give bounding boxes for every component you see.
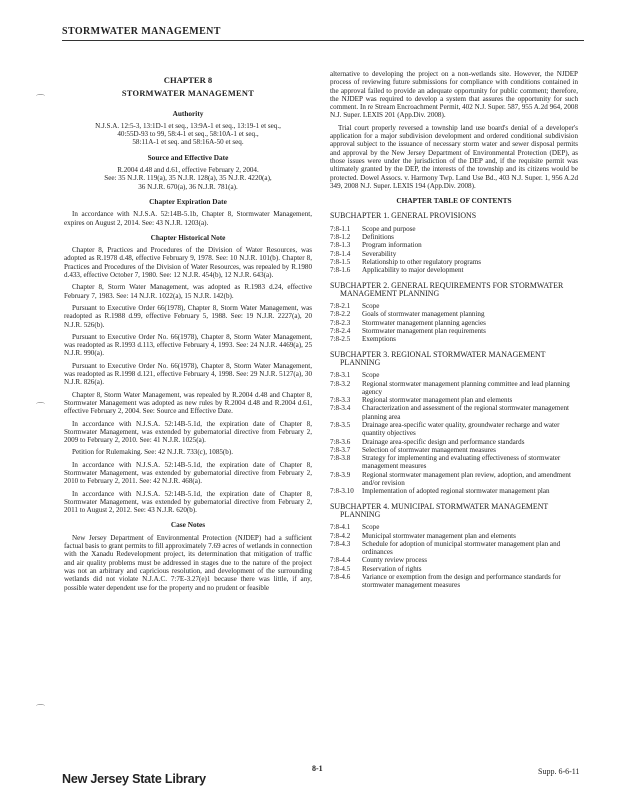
history-paragraph: Pursuant to Executive Order 66(1978), Chapter 8, Storm Water Management, was readopted as R.1988 d.99, effective February 5, 1988. See: 19 N.J.R. 2227(a), 20 N.J.R. 526(b). <box>64 303 312 329</box>
section-title: Stormwater management planning agencies <box>362 318 486 327</box>
toc-entry <box>330 225 578 233</box>
toc-entry <box>330 327 578 335</box>
section-title: Regional stormwater management planning committee and lead planning agency <box>362 379 570 396</box>
section-title: Municipal stormwater management plan and elements <box>362 531 516 540</box>
source-line: See: 35 N.J.R. 119(a), 35 N.J.R. 128(a), 35 N.J.R. 4220(a), <box>104 174 272 183</box>
history-paragraph: In accordance with N.J.S.A. 52:14B-5.1d, the expiration date of Chapter 8, Stormwater Management, was extended by gubernatorial directive from February 2, 2011 to August 2, 2012. See: 43 N.J.R. 620(b). <box>64 489 312 515</box>
toc-entry <box>330 266 578 274</box>
toc-entry <box>330 565 578 573</box>
section-number: 7:8-3.6 <box>330 437 351 446</box>
section-title: Goals of stormwater management planning <box>362 310 485 319</box>
library-watermark: New Jersey State Library <box>62 772 206 786</box>
toc-entry <box>330 258 578 266</box>
toc-entry <box>330 421 578 438</box>
section-number: 7:8-3.2 <box>330 379 351 388</box>
toc-entry <box>330 241 578 249</box>
section-title: Reservation of rights <box>362 564 422 573</box>
history-paragraph: Petition for Rulemaking. See: 42 N.J.R. 733(c), 1085(b). <box>72 448 233 457</box>
toc-entry <box>330 446 578 454</box>
section-title: Regional stormwater management plan review, adoption, and amendment and/or revision <box>362 470 571 488</box>
section-number: 7:8-3.9 <box>330 470 351 479</box>
history-paragraph: In accordance with N.J.S.A. 52:14B-5.1d, the expiration date of Chapter 8, Stormwater Management, was extended by gubernatorial directive from February 2, 2009 to February 2, 2010. See: 41 N.J.R. 1025(a). <box>64 419 312 445</box>
section-number: 7:8-4.6 <box>330 573 351 582</box>
section-title: Exemptions <box>362 335 396 344</box>
authority-line: 58:11A-1 et seq. and 58:16A-50 et seq. <box>132 138 244 147</box>
toc-entry <box>330 250 578 258</box>
history-paragraph: Chapter 8, Storm Water Management, was repealed by R.2004 d.48 and Chapter 8, Stormwater Management was adopted as new rules by R.2004 d.48 and R.2004 d.61, effective February 2, 2004. See: Source and Effective Date. <box>64 390 312 416</box>
section-title: Program information <box>362 241 422 250</box>
expiration-heading: Chapter Expiration Date <box>149 196 227 206</box>
section-number: 7:8-3.7 <box>330 445 351 454</box>
history-paragraph: Chapter 8, Practices and Procedures of the Division of Water Resources, was adopted as R.1978 d.48, effective February 9, 1978. See: 10 N.J.R. 101(b). Chapter 8, Practices and Procedures of the Division of Water Resources, was repealed by R.1980 d.433, effective October 7, 1980. See: 12 N.J.R. 454(b), 12 N.J.R. 643(a). <box>64 246 312 280</box>
section-number: 7:8-1.6 <box>330 266 351 275</box>
margin-mark: ⌒ <box>36 402 46 412</box>
expiration-text: In accordance with N.J.S.A. 52:14B-5.1b, Chapter 8, Stormwater Management, expires on August 2, 2014. See: 43 N.J.R. 1203(a). <box>64 210 312 227</box>
toc-entry <box>330 532 578 540</box>
section-title: Implementation of adopted regional stormwater management plan <box>362 487 550 496</box>
section-number: 7:8-1.2 <box>330 233 351 242</box>
case-notes-heading: Case Notes <box>170 520 206 530</box>
section-title: Scope <box>362 371 380 380</box>
section-title: County review process <box>362 556 428 565</box>
section-title: Selection of stormwater management measures <box>362 445 496 454</box>
section-number: 7:8-3.8 <box>330 454 351 463</box>
section-number: 7:8-2.1 <box>330 302 351 311</box>
section-title: Characterization and assessment of the regional stormwater management planning area <box>362 404 570 421</box>
chapter-label: CHAPTER 8 <box>163 75 213 85</box>
toc-entry <box>330 556 578 564</box>
history-paragraph: Pursuant to Executive Order No. 66(1978), Chapter 8, Storm Water Management, was readopted as R.1993 d.113, effective February 4, 1993. See: 24 N.J.R. 4469(a), 25 N.J.R. 990(a). <box>64 332 312 358</box>
toc-entry <box>330 573 578 590</box>
section-title: Scope and purpose <box>362 224 416 233</box>
section-title: Variance or exemption from the design and performance standards for stormwater management measures <box>362 573 561 590</box>
section-title: Severability <box>362 249 397 258</box>
case-note-text: Trial court properly reversed a township land use board's denial of a developer's application for a major subdivision development and ordered conditional subdivision approval subject to the issuance of necessary storm water and sewer disposal permits and approval by the New Jersey Department of Environmental Protection (DEP), as those issues were under the jurisdiction of the DEP and, if the requisite permit was ultimately granted by the DEP, the interests of the township and its citizens would be protected. Dowel Assocs. v. Harmony Twp. Land Use Bd., 403 N.J. Super. 1, 956 A.2d 349, 2008 N.J. Super. LEXIS 194 (App.Div. 2008). <box>330 123 578 190</box>
authority-line: 40:55D-93 to 99, 58:4-1 et seq., 58:10A-1 et seq., <box>117 130 259 139</box>
section-number: 7:8-4.4 <box>330 556 351 565</box>
toc-entry <box>330 396 578 404</box>
section-title: Stormwater management plan requirements <box>362 327 486 336</box>
toc-entry <box>330 302 578 310</box>
toc-entry <box>330 380 578 397</box>
toc-entry <box>330 233 578 241</box>
source-line: 36 N.J.R. 670(a), 36 N.J.R. 781(a). <box>138 182 238 191</box>
section-title: Scope <box>362 523 380 532</box>
section-number: 7:8-2.5 <box>330 335 351 344</box>
toc-entry <box>330 487 578 495</box>
section-number: 7:8-2.2 <box>330 310 351 319</box>
subchapter-heading: SUBCHAPTER 4. MUNICIPAL STORMWATER MANAGEMENT PLANNING <box>330 501 549 519</box>
chapter-title: STORMWATER MANAGEMENT <box>121 89 255 99</box>
margin-mark: ⌒ <box>36 704 46 714</box>
left-column <box>64 70 312 596</box>
page-number: 8-1 <box>312 764 323 773</box>
toc-entry <box>330 319 578 327</box>
margin-mark: ⌒ <box>36 94 46 104</box>
toc-entry <box>330 310 578 318</box>
section-number: 7:8-4.3 <box>330 539 351 548</box>
section-number: 7:8-3.5 <box>330 420 351 429</box>
source-line: R.2004 d.48 and d.61, effective February 2, 2004. <box>117 166 259 175</box>
case-note-text: New Jersey Department of Environmental Protection (NJDEP) had a sufficient factual basis to grant permits to fill approximately 7.69 acres of wetlands in connection with the Xanadu Redevelopment project, its determination that mitigation of traffic and air quality problems must be addressed in stages due to the nature of the project was not an arbitrary and capricious resolution, and development of the surrounding wetlands did not violate N.J.A.C. 7:7E-3.27(e)1 because there was little, if any, possible water dependent use for the property and no prudent or feasible <box>64 533 312 592</box>
subchapter-heading: SUBCHAPTER 3. REGIONAL STORMWATER MANAGEMENT PLANNING <box>330 349 546 367</box>
authority-line: N.J.S.A. 12:5-3, 13:1D-1 et seq., 13:9A-1 et seq., 13:19-1 et seq., <box>95 121 281 130</box>
section-title: Drainage area-specific design and performance standards <box>362 437 525 446</box>
section-number: 7:8-4.5 <box>330 564 351 573</box>
section-number: 7:8-4.2 <box>330 531 351 540</box>
toc-entry <box>330 540 578 557</box>
section-title: Strategy for implementing and evaluating effectiveness of stormwater management measures <box>362 454 561 471</box>
toc-entry <box>330 371 578 379</box>
section-number: 7:8-3.1 <box>330 371 351 380</box>
subchapter-heading: SUBCHAPTER 1. GENERAL PROVISIONS <box>330 211 477 221</box>
toc-heading: CHAPTER TABLE OF CONTENTS <box>396 196 512 206</box>
right-column <box>330 70 578 590</box>
table-of-contents <box>330 212 578 589</box>
section-title: Regional stormwater management plan and elements <box>362 396 513 405</box>
section-number: 7:8-4.1 <box>330 523 351 532</box>
history-paragraph: Chapter 8, Storm Water Management, was adopted as R.1983 d.24, effective February 7, 1983. See: 14 N.J.R. 1022(a), 15 N.J.R. 142(b). <box>64 283 312 300</box>
toc-entry <box>330 471 578 488</box>
section-title: Schedule for adoption of municipal stormwater management plan and ordinances <box>362 539 561 557</box>
toc-entry <box>330 523 578 531</box>
section-number: 7:8-2.3 <box>330 318 351 327</box>
section-number: 7:8-3.3 <box>330 396 351 405</box>
section-number: 7:8-3.4 <box>330 404 351 413</box>
section-title: Scope <box>362 302 380 311</box>
section-number: 7:8-1.3 <box>330 241 351 250</box>
section-number: 7:8-1.4 <box>330 249 351 258</box>
supplement-date: Supp. 6-6-11 <box>538 767 580 776</box>
section-title: Relationship to other regulatory programs <box>362 257 481 266</box>
authority-heading: Authority <box>172 108 204 118</box>
section-number: 7:8-1.5 <box>330 257 351 266</box>
running-header: STORMWATER MANAGEMENT <box>62 26 221 37</box>
section-title: Drainage area-specific water quality, groundwater recharge and water quantity objectives <box>362 420 560 438</box>
section-title: Definitions <box>362 233 394 242</box>
section-number: 7:8-3.10 <box>330 487 354 496</box>
toc-entry <box>330 335 578 343</box>
subchapter-heading: SUBCHAPTER 2. GENERAL REQUIREMENTS FOR STORMWATER MANAGEMENT PLANNING <box>330 280 564 298</box>
section-number: 7:8-2.4 <box>330 327 351 336</box>
case-note-continued: alternative to developing the project on a non-wetlands site. However, the NJDEP process of reviewing future submissions for compliance with conditions contained in the approval failed to provide an adequate opportunity for public comment; therefore, the NJDEP was required to develop a system that assures the opportunity for such comment. In re Stream Encroachment Permit, 402 N.J. Super. 587, 955 A.2d 964, 2008 N.J. Super. LEXIS 201 (App.Div. 2008). <box>330 70 578 120</box>
history-heading: Chapter Historical Note <box>150 232 226 242</box>
source-heading: Source and Effective Date <box>147 152 229 162</box>
history-paragraph: Pursuant to Executive Order No. 66(1978), Chapter 8, Storm Water Management, was readopted as R.1998 d.121, effective February 4, 1998. See: 29 N.J.R. 5127(a), 30 N.J.R. 826(a). <box>64 361 312 387</box>
section-title: Applicability to major development <box>362 266 464 275</box>
toc-entry <box>330 438 578 446</box>
history-paragraph: In accordance with N.J.S.A. 52:14B-5.1d, the expiration date of Chapter 8, Stormwater Management, was extended by gubernatorial directive from February 2, 2010 to February 2, 2011. See: 42 N.J.R. 468(a). <box>64 460 312 486</box>
section-number: 7:8-1.1 <box>330 224 351 233</box>
toc-entry <box>330 454 578 471</box>
toc-entry <box>330 404 578 421</box>
header-rule <box>62 40 584 41</box>
